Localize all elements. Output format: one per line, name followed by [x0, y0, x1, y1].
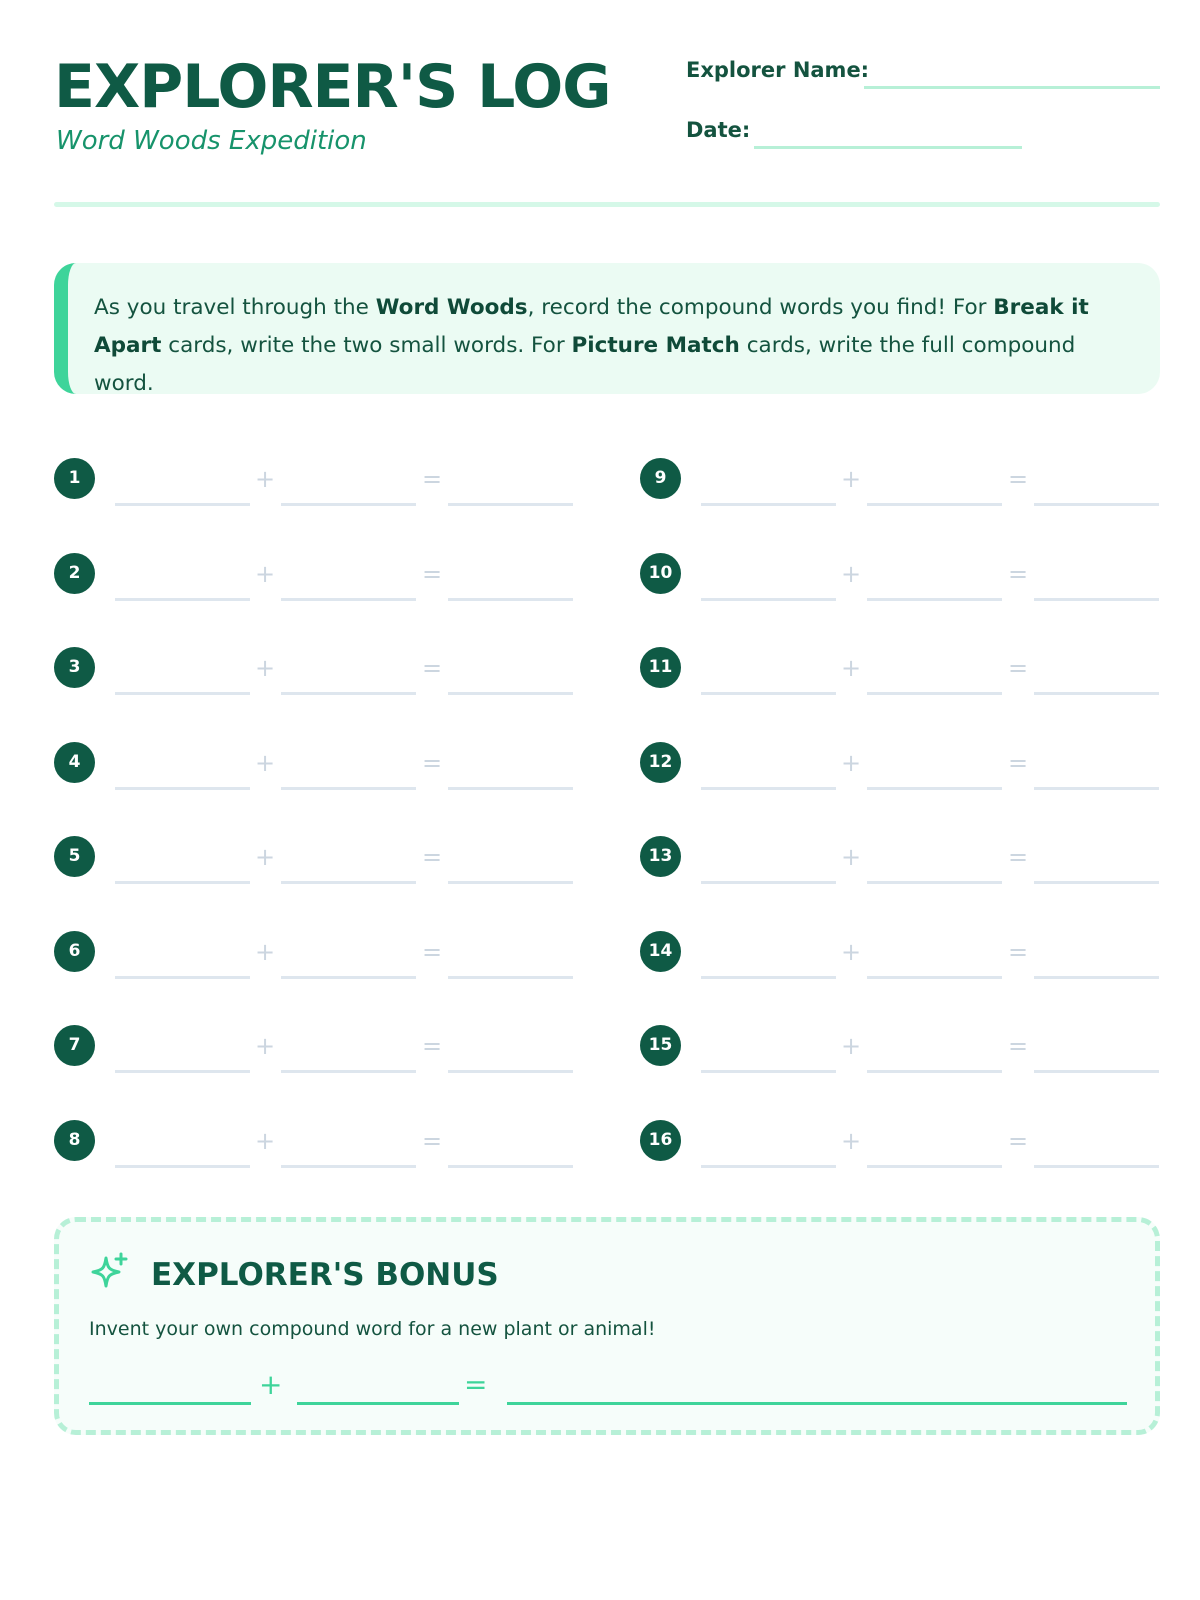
entry-row: [54, 644, 574, 704]
plus-sign: +: [255, 465, 276, 493]
plus-sign: +: [841, 843, 862, 871]
explorer-name-field[interactable]: [864, 86, 1160, 89]
instructions-emphasis: Break it Apart: [94, 295, 1089, 358]
equals-sign: =: [422, 1126, 443, 1155]
word-1-field[interactable]: [115, 787, 250, 790]
word-2-field[interactable]: [281, 598, 416, 601]
word-1-field[interactable]: [701, 692, 836, 695]
instructions-emphasis: Picture Match: [571, 333, 740, 358]
entry-row: [54, 1022, 574, 1082]
entry-row: [54, 928, 574, 988]
entry-number-badge: 4: [54, 742, 95, 783]
word-2-field[interactable]: [867, 976, 1002, 979]
word-1-field[interactable]: [701, 1070, 836, 1073]
compound-word-field[interactable]: [448, 1070, 573, 1073]
entry-row: [54, 1117, 574, 1177]
compound-word-field[interactable]: [448, 1165, 573, 1168]
date-label: Date:: [686, 118, 751, 142]
word-2-field[interactable]: [867, 598, 1002, 601]
word-1-field[interactable]: [701, 503, 836, 506]
instructions-text: , record the compound words you find! For: [527, 295, 994, 320]
word-1-field[interactable]: [701, 976, 836, 979]
header-divider: [54, 202, 1160, 207]
bonus-prompt: Invent your own compound word for a new plant or animal!: [89, 1318, 656, 1340]
plus-sign: +: [255, 937, 276, 966]
worksheet-header: [54, 52, 1160, 212]
entry-number-badge: 5: [54, 836, 95, 877]
equals-sign: =: [1008, 559, 1029, 588]
equals-sign: =: [1008, 748, 1029, 777]
word-2-field[interactable]: [281, 881, 416, 884]
instructions-text: cards, write the two small words. For: [161, 333, 572, 358]
word-1-field[interactable]: [701, 881, 836, 884]
entry-number-badge: 14: [640, 931, 681, 972]
compound-word-field[interactable]: [448, 976, 573, 979]
plus-sign: +: [255, 559, 276, 588]
compound-word-field[interactable]: [1034, 976, 1159, 979]
word-1-field[interactable]: [115, 976, 250, 979]
entry-row: [640, 455, 1160, 515]
entry-number-badge: 11: [640, 647, 681, 688]
plus-sign: +: [841, 654, 862, 682]
word-1-field[interactable]: [701, 598, 836, 601]
compound-word-field[interactable]: [1034, 881, 1159, 884]
word-2-field[interactable]: [867, 1165, 1002, 1168]
plus-sign: +: [255, 1032, 276, 1060]
sparkle-icon: [89, 1252, 129, 1292]
entry-row: [54, 739, 574, 799]
equals-sign: =: [422, 937, 443, 966]
instructions-box: [54, 263, 1160, 394]
bonus-compound-field[interactable]: [507, 1402, 1127, 1405]
word-2-field[interactable]: [867, 787, 1002, 790]
word-1-field[interactable]: [115, 692, 250, 695]
bonus-plus-sign: +: [259, 1368, 283, 1401]
plus-sign: +: [841, 465, 862, 493]
plus-sign: +: [841, 937, 862, 966]
word-2-field[interactable]: [281, 503, 416, 506]
equals-sign: =: [422, 748, 443, 777]
word-2-field[interactable]: [867, 503, 1002, 506]
equals-sign: =: [422, 1032, 443, 1060]
entry-row: [640, 644, 1160, 704]
entry-number-badge: 2: [54, 553, 95, 594]
compound-word-field[interactable]: [448, 787, 573, 790]
entry-number-badge: 12: [640, 742, 681, 783]
equals-sign: =: [1008, 843, 1029, 871]
entry-number-badge: 8: [54, 1120, 95, 1161]
word-1-field[interactable]: [115, 503, 250, 506]
plus-sign: +: [255, 654, 276, 682]
word-2-field[interactable]: [867, 692, 1002, 695]
equals-sign: =: [1008, 465, 1029, 493]
compound-word-field[interactable]: [1034, 1165, 1159, 1168]
equals-sign: =: [1008, 654, 1029, 682]
compound-word-field[interactable]: [1034, 787, 1159, 790]
bonus-section: [54, 1217, 1160, 1435]
plus-sign: +: [841, 748, 862, 777]
entry-row: [640, 1117, 1160, 1177]
entry-row: [640, 739, 1160, 799]
entry-row: [640, 833, 1160, 893]
word-2-field[interactable]: [281, 787, 416, 790]
word-2-field[interactable]: [867, 881, 1002, 884]
explorer-name-label: Explorer Name:: [686, 58, 870, 82]
page-title: EXPLORER'S LOG: [54, 52, 611, 122]
instructions-emphasis: Word Woods: [375, 295, 528, 320]
word-2-field[interactable]: [281, 1165, 416, 1168]
entry-number-badge: 7: [54, 1025, 95, 1066]
date-field[interactable]: [754, 146, 1022, 149]
entry-row: [640, 1022, 1160, 1082]
equals-sign: =: [422, 465, 443, 493]
entry-number-badge: 10: [640, 553, 681, 594]
word-1-field[interactable]: [701, 1165, 836, 1168]
bonus-word-1-field[interactable]: [89, 1402, 251, 1405]
entry-number-badge: 3: [54, 647, 95, 688]
word-1-field[interactable]: [115, 1070, 250, 1073]
word-1-field[interactable]: [701, 787, 836, 790]
word-2-field[interactable]: [281, 692, 416, 695]
equals-sign: =: [422, 843, 443, 871]
plus-sign: +: [255, 1126, 276, 1155]
compound-word-field[interactable]: [448, 503, 573, 506]
bonus-title: EXPLORER'S BONUS: [151, 1257, 499, 1293]
page-subtitle: Word Woods Expedition: [56, 126, 367, 156]
compound-word-field[interactable]: [1034, 1070, 1159, 1073]
equals-sign: =: [1008, 1032, 1029, 1060]
plus-sign: +: [255, 748, 276, 777]
entry-row: [640, 928, 1160, 988]
entry-row: [54, 833, 574, 893]
word-2-field[interactable]: [281, 1070, 416, 1073]
entry-number-badge: 13: [640, 836, 681, 877]
word-2-field[interactable]: [281, 976, 416, 979]
plus-sign: +: [841, 559, 862, 588]
compound-word-field[interactable]: [1034, 692, 1159, 695]
entry-number-badge: 9: [640, 458, 681, 499]
entry-number-badge: 6: [54, 931, 95, 972]
word-2-field[interactable]: [867, 1070, 1002, 1073]
entry-row: [640, 550, 1160, 610]
entry-row: [54, 550, 574, 610]
equals-sign: =: [1008, 937, 1029, 966]
plus-sign: +: [841, 1032, 862, 1060]
equals-sign: =: [422, 559, 443, 588]
compound-word-field[interactable]: [1034, 598, 1159, 601]
compound-word-field[interactable]: [448, 881, 573, 884]
compound-word-field[interactable]: [448, 692, 573, 695]
compound-word-field[interactable]: [448, 598, 573, 601]
word-1-field[interactable]: [115, 1165, 250, 1168]
equals-sign: =: [422, 654, 443, 682]
equals-sign: =: [1008, 1126, 1029, 1155]
plus-sign: +: [841, 1126, 862, 1155]
bonus-equals-sign: =: [464, 1368, 488, 1401]
instructions-text: As you travel through the: [94, 295, 376, 320]
bonus-word-2-field[interactable]: [297, 1402, 459, 1405]
entry-row: [54, 455, 574, 515]
plus-sign: +: [255, 843, 276, 871]
entry-number-badge: 16: [640, 1120, 681, 1161]
word-1-field[interactable]: [115, 881, 250, 884]
compound-word-field[interactable]: [1034, 503, 1159, 506]
entry-number-badge: 15: [640, 1025, 681, 1066]
entry-number-badge: 1: [54, 458, 95, 499]
word-1-field[interactable]: [115, 598, 250, 601]
instructions-text: cards, write the full compound word.: [94, 333, 1076, 396]
